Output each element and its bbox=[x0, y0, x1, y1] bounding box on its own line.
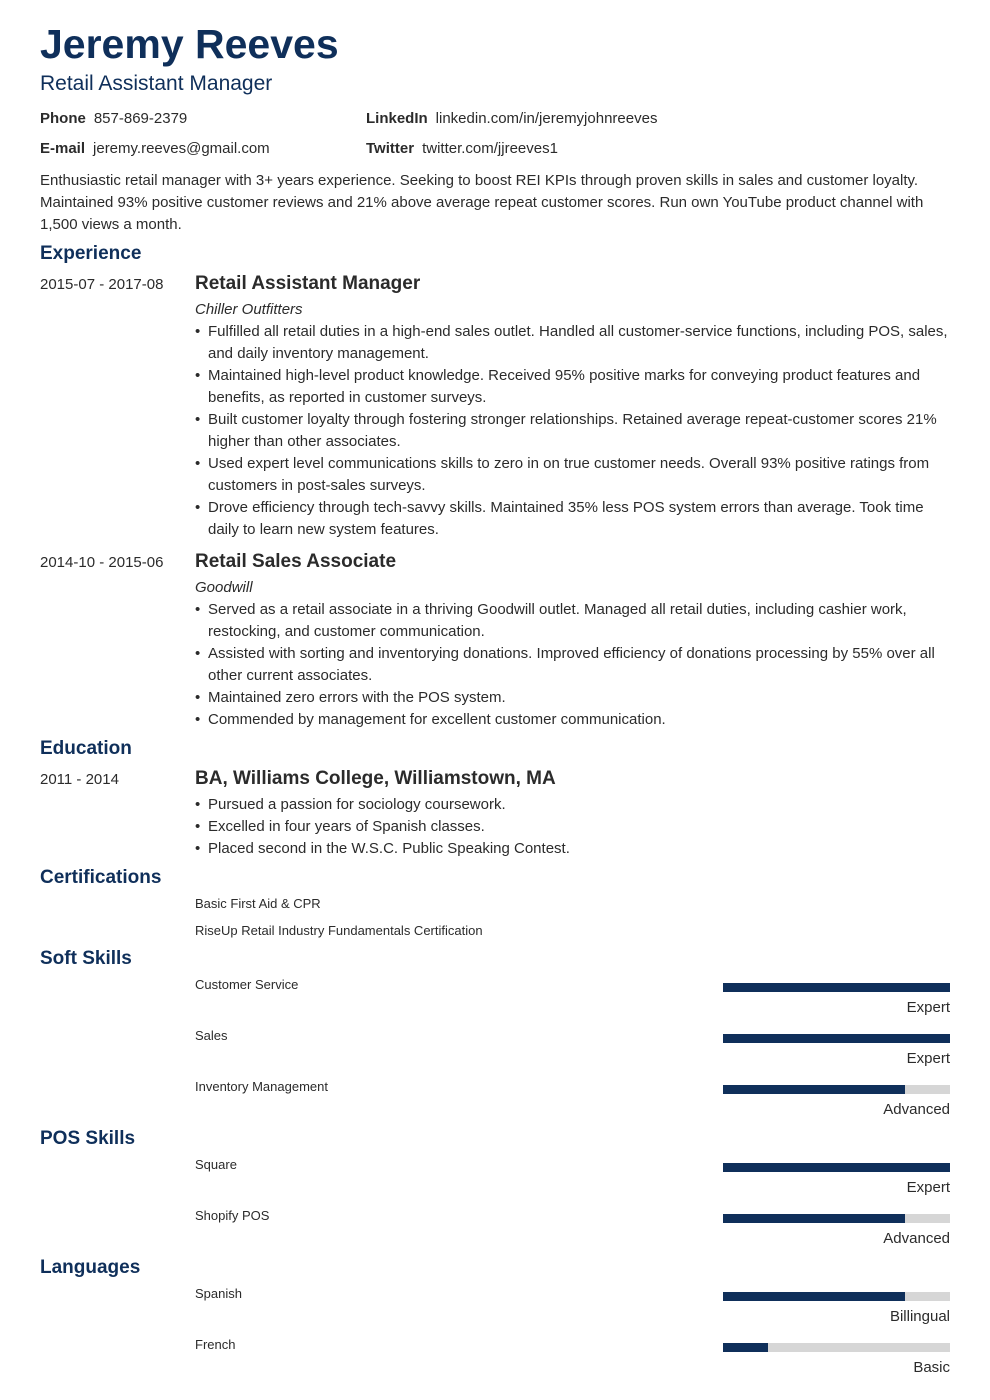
job-bullet: • Maintained high-level product knowledge. Received 95% positive marks for conveying product features and benefits, as reported in customer surveys. bbox=[195, 365, 950, 409]
experience-heading: Experience bbox=[40, 243, 142, 264]
contact-linkedin-value[interactable]: linkedin.com/in/jeremyjohnreeves bbox=[435, 110, 658, 127]
job-title: Retail Sales Associate bbox=[195, 551, 397, 572]
contact-twitter-label: Twitter bbox=[366, 140, 415, 157]
language-name: French bbox=[195, 1337, 236, 1352]
job-bullet-list bbox=[195, 599, 950, 731]
contact-linkedin bbox=[366, 109, 657, 129]
skill-level-label: Advanced bbox=[883, 1230, 950, 1247]
certification-item: Basic First Aid & CPR bbox=[195, 896, 321, 911]
contact-phone-label: Phone bbox=[40, 110, 86, 127]
contact-linkedin-label: LinkedIn bbox=[366, 110, 428, 127]
summary-paragraph: Enthusiastic retail manager with 3+ years experience. Seeking to boost REI KPIs through proven skills in sales and customer loyalty. Maintained 93% positive customer reviews and 21% above average repeat customer scores. Run own YouTube product channel with 1,500 views a month. bbox=[40, 172, 924, 233]
job-dates: 2014-10 - 2015-06 bbox=[40, 554, 164, 571]
skill-level-fill bbox=[723, 1034, 950, 1043]
job-bullet: • Drove efficiency through tech-savvy skills. Maintained 35% less POS system errors than average. Took time daily to learn new system features. bbox=[195, 497, 950, 541]
contact-twitter bbox=[366, 139, 558, 159]
contact-email bbox=[40, 139, 270, 159]
education-bullet-list bbox=[195, 794, 950, 860]
soft-skills-heading: Soft Skills bbox=[40, 948, 132, 969]
candidate-name: Jeremy Reeves bbox=[40, 21, 339, 67]
job-company: Chiller Outfitters bbox=[195, 301, 303, 318]
education-bullet: • Placed second in the W.S.C. Public Speaking Contest. bbox=[195, 838, 950, 860]
skill-level-label: Expert bbox=[906, 999, 950, 1016]
skill-name: Square bbox=[195, 1157, 237, 1172]
skill-level-label: Advanced bbox=[883, 1101, 950, 1118]
language-level-fill bbox=[723, 1343, 768, 1352]
job-bullet: • Built customer loyalty through fostering stronger relationships. Retained average repeat-customer scores 21% higher than other associates. bbox=[195, 409, 950, 453]
education-degree: BA, Williams College, Williamstown, MA bbox=[195, 768, 556, 789]
language-name: Spanish bbox=[195, 1286, 242, 1301]
skill-name: Inventory Management bbox=[195, 1079, 328, 1094]
language-level-bar bbox=[723, 1292, 950, 1301]
pos-skills-heading: POS Skills bbox=[40, 1128, 136, 1149]
certification-item: RiseUp Retail Industry Fundamentals Certification bbox=[195, 923, 483, 938]
skill-name: Customer Service bbox=[195, 977, 299, 992]
education-dates: 2011 - 2014 bbox=[40, 771, 119, 788]
skill-level-bar bbox=[723, 983, 950, 992]
language-level-label: Basic bbox=[913, 1359, 950, 1376]
job-bullet: • Used expert level communications skills to zero in on true customer needs. Overall 93% positive ratings from customers in post-sales surveys. bbox=[195, 453, 950, 497]
education-bullet: • Excelled in four years of Spanish classes. bbox=[195, 816, 950, 838]
contact-email-value[interactable]: jeremy.reeves@gmail.com bbox=[93, 140, 270, 157]
education-heading: Education bbox=[40, 738, 132, 759]
contact-phone-value: 857-869-2379 bbox=[93, 110, 188, 127]
contact-email-label: E-mail bbox=[40, 140, 86, 157]
job-company: Goodwill bbox=[195, 579, 253, 596]
language-level-bar bbox=[723, 1343, 950, 1352]
education-bullet: • Pursued a passion for sociology coursework. bbox=[195, 794, 950, 816]
skill-level-label: Expert bbox=[906, 1179, 950, 1196]
contact-twitter-value[interactable]: twitter.com/jjreeves1 bbox=[422, 140, 558, 157]
job-bullet: • Assisted with sorting and inventorying donations. Improved efficiency of donations processing by 55% over all other current associates. bbox=[195, 643, 950, 687]
skill-level-bar bbox=[723, 1085, 950, 1094]
candidate-role: Retail Assistant Manager bbox=[40, 72, 273, 95]
skill-level-bar bbox=[723, 1163, 950, 1172]
job-dates: 2015-07 - 2017-08 bbox=[40, 276, 164, 293]
certifications-heading: Certifications bbox=[40, 867, 162, 888]
skill-name: Sales bbox=[195, 1028, 228, 1043]
job-bullet: • Commended by management for excellent customer communication. bbox=[195, 709, 950, 731]
job-title: Retail Assistant Manager bbox=[195, 273, 421, 294]
skill-level-fill bbox=[723, 1214, 905, 1223]
skill-level-fill bbox=[723, 1085, 905, 1094]
job-bullet: • Fulfilled all retail duties in a high-end sales outlet. Handled all customer-service functions, including POS, sales, and daily inventory management. bbox=[195, 321, 950, 365]
language-level-fill bbox=[723, 1292, 905, 1301]
contact-phone bbox=[40, 109, 187, 129]
skill-level-fill bbox=[723, 1163, 950, 1172]
skill-level-bar bbox=[723, 1214, 950, 1223]
job-bullet-list bbox=[195, 321, 950, 541]
job-bullet: • Served as a retail associate in a thriving Goodwill outlet. Managed all retail duties, including cashier work, restocking, and customer communication. bbox=[195, 599, 950, 643]
skill-name: Shopify POS bbox=[195, 1208, 270, 1223]
languages-heading: Languages bbox=[40, 1257, 141, 1278]
skill-level-fill bbox=[723, 983, 950, 992]
language-level-label: Billingual bbox=[889, 1308, 950, 1325]
skill-level-bar bbox=[723, 1034, 950, 1043]
skill-level-label: Expert bbox=[906, 1050, 950, 1067]
job-bullet: • Maintained zero errors with the POS system. bbox=[195, 687, 950, 709]
